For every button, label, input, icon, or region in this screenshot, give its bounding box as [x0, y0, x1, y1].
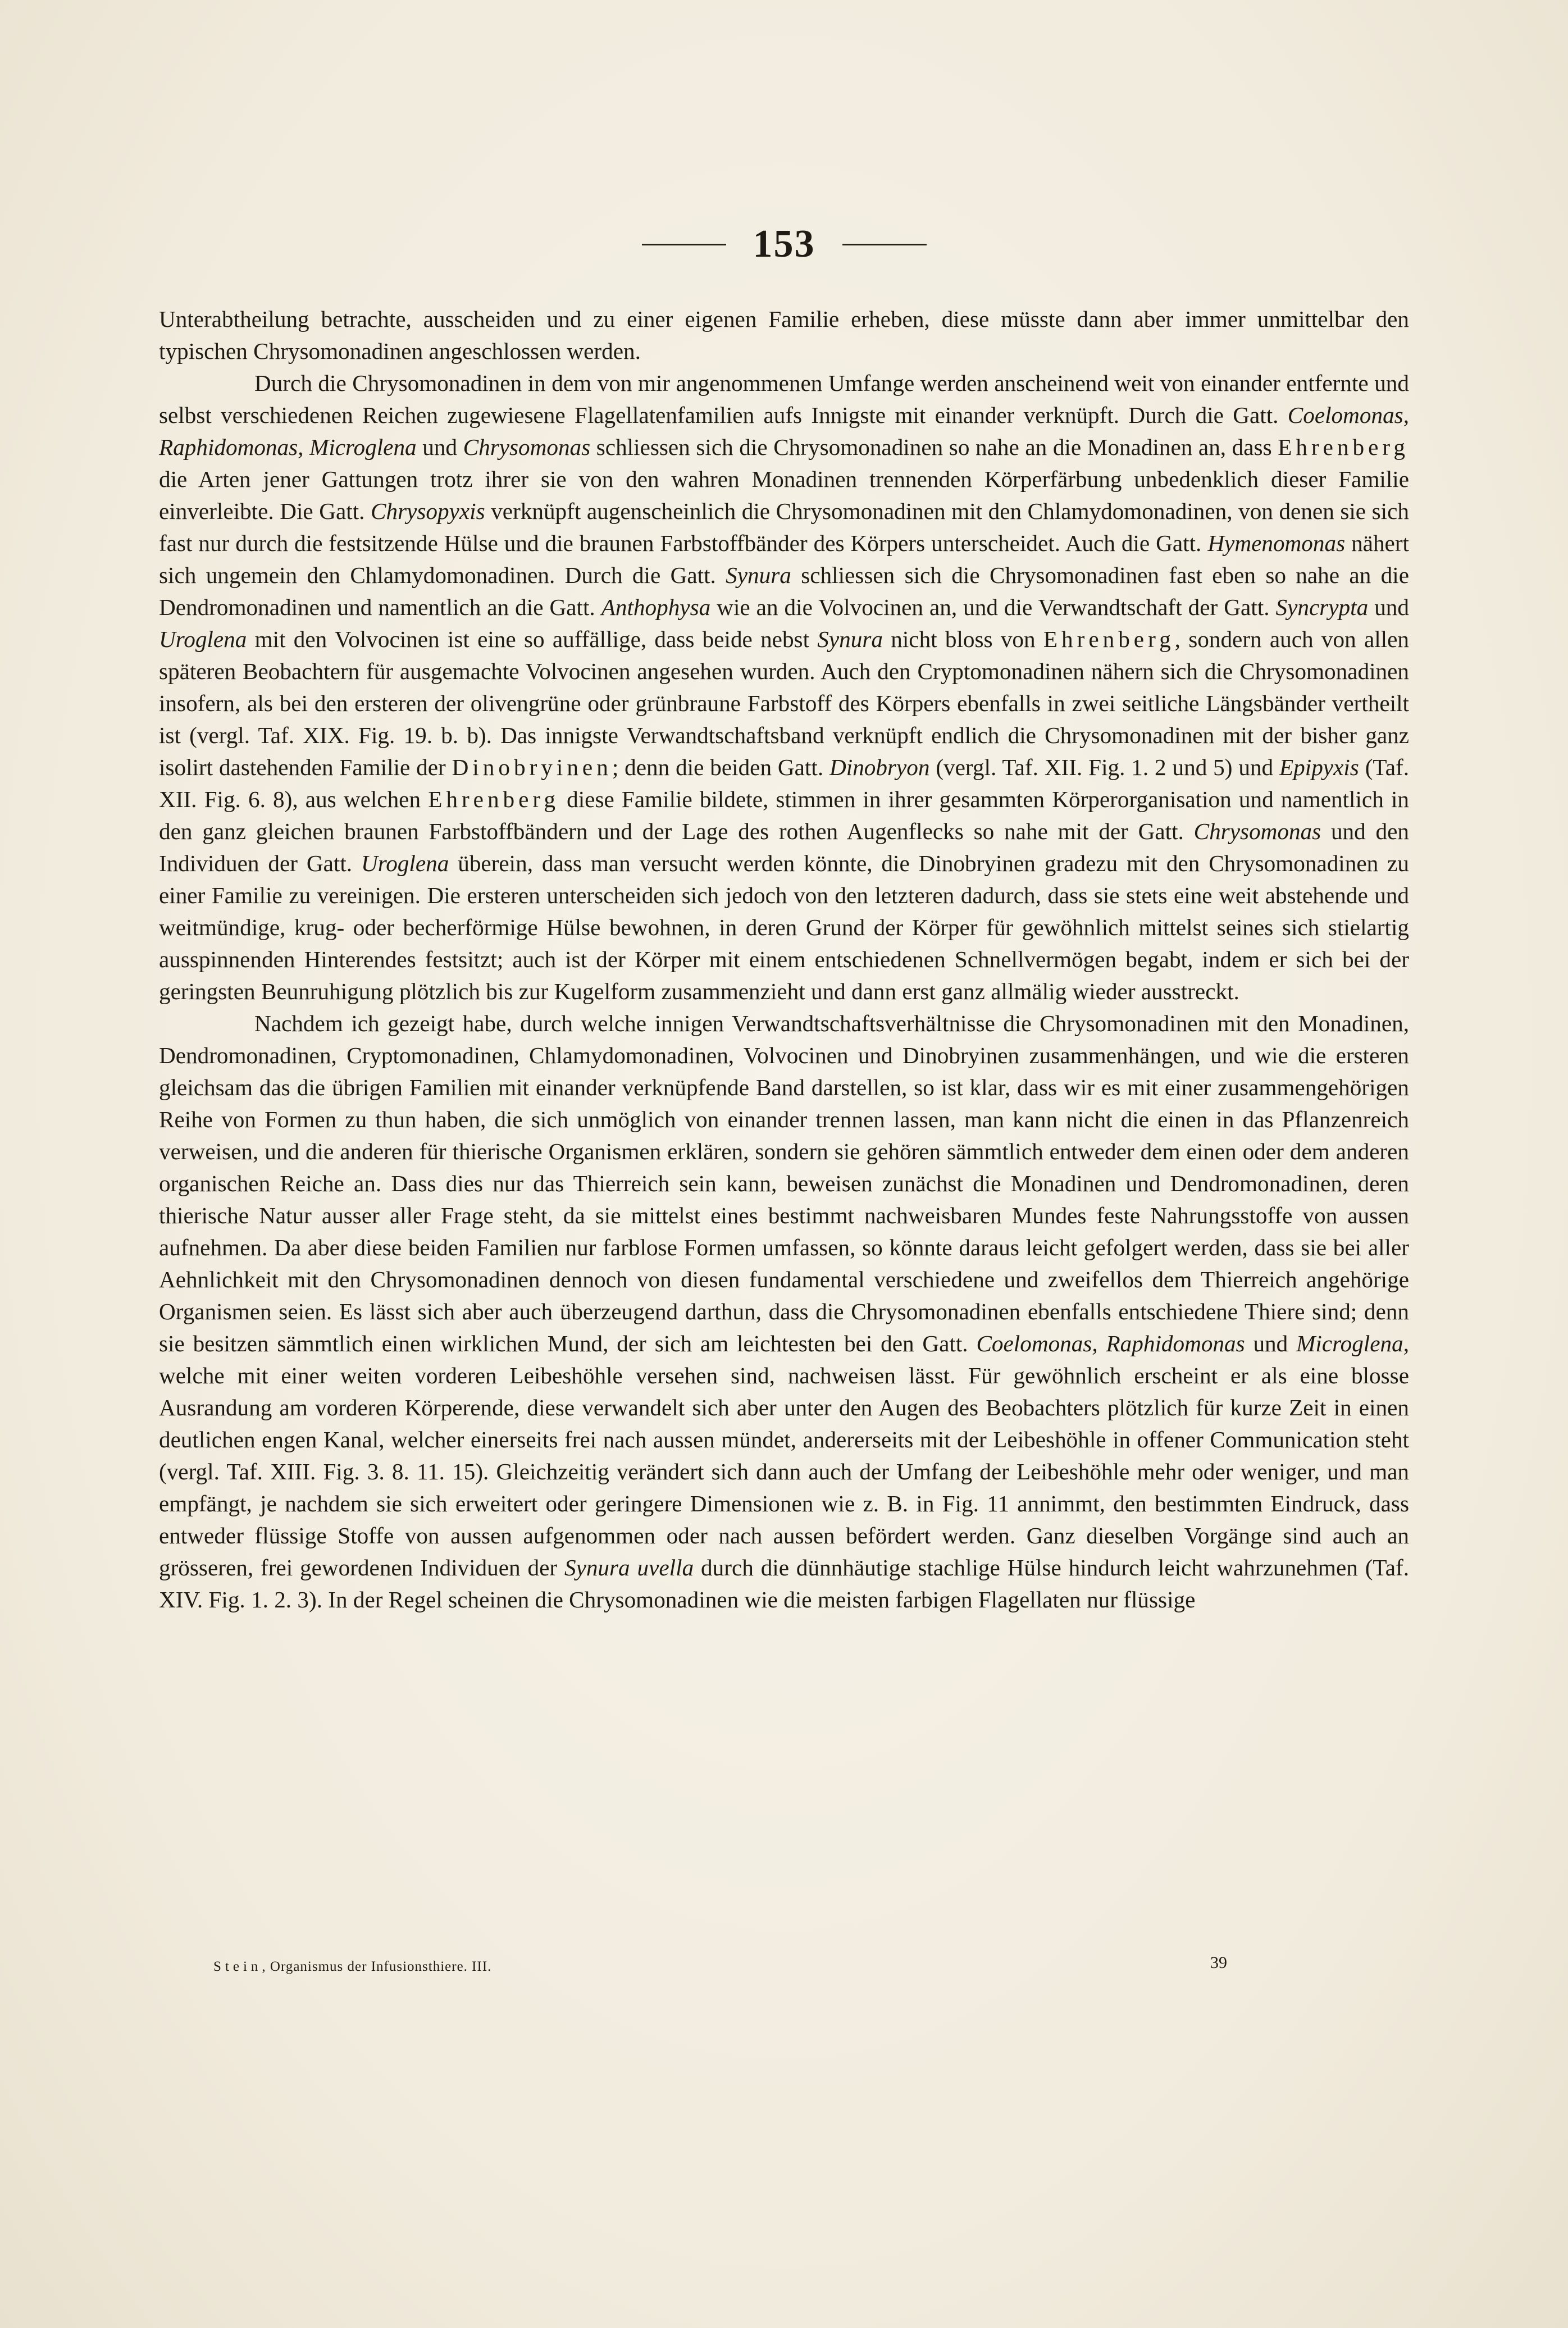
- page-number: 153: [753, 222, 815, 266]
- text-run: und den Individuen der Gatt.: [159, 818, 1409, 876]
- paragraph: [159, 303, 1409, 367]
- taxon-name: Microglena: [1296, 1331, 1403, 1356]
- text-run: diese Familie bildete, stimmen in ihrer gesammten Körperorganisation und namentlich in den ganz gleichen braunen Farbstoffbändern und der Lage des rothen Augenflecks so nahe mit der Gatt.: [159, 786, 1409, 844]
- taxon-name: Hymenomonas: [1207, 530, 1346, 556]
- text-run: Durch die Chrysomonadinen in dem von mir angenommenen Umfange werden anscheinend weit von einander entfernte und selbst verschiedenen Reichen zugewiesene Flagellatenfamilien aufs Innigste mit einander verknüpft. Durch die Gatt.: [159, 370, 1409, 428]
- body-text: [159, 303, 1409, 1616]
- text-run: verknüpft augenscheinlich die Chrysomonadinen mit den Chlamydomonadinen, von denen sie sich fast nur durch die festsitzende Hülse und die braunen Farbstoffbänder des Körpers unterscheidet. Auch die Gatt.: [159, 498, 1409, 556]
- paragraph: [159, 367, 1409, 1008]
- text-run: und: [416, 434, 463, 460]
- text-run: Nachdem ich gezeigt habe, durch welche innigen Verwandtschaftsverhältnisse die Chrysomonadinen mit den Monadinen, Dendromonadinen, Cryptomonadinen, Chlamydomonadinen, Volvocinen und Dinobryinen zusammenhängen, und wie die ersteren gleichsam das die übrigen Familien mit einander verknüpfende Band darstellen, so ist klar, dass wir es mit einer zusammengehörigen Reihe von Formen zu thun haben, die sich unmöglich von einander trennen lassen, man kann nicht die einen in das Pflanzenreich verweisen, und die anderen für thierische Organismen erklären, sondern sie gehören sämmtlich entweder dem einen oder dem anderen organischen Reiche an. Dass dies nur das Thierreich sein kann, beweisen zunächst die Monadinen und Dendromonadinen, deren thierische Natur ausser aller Frage steht, da sie mittelst eines bestimmt nachweisbaren Mundes feste Nahrungsstoffe von aussen aufnehmen. Da aber diese beiden Familien nur farblose Formen umfassen, so könnte daraus leicht gefolgert werden, dass sie bei aller Aehnlichkeit mit den Chrysomonadinen dennoch von diesen fundamental verschiedene und zweifellos dem Thierreich angehörige Organismen seien. Es lässt sich aber auch überzeugend darthun, dass die Chrysomonadinen ebenfalls entschiedene Thiere sind; denn sie besitzen sämmtlich einen wirklichen Mund, der sich am leichtesten bei den Gatt.: [159, 1010, 1409, 1356]
- text-run: und: [1245, 1331, 1297, 1356]
- taxon-name: Uroglena: [361, 850, 449, 876]
- text-run: (Taf. XII. Fig. 6. 8), aus welchen: [159, 754, 1409, 812]
- footer-author: Stein: [213, 1959, 262, 1974]
- text-run: nähert sich ungemein den Chlamydomonadinen. Durch die Gatt.: [159, 530, 1409, 588]
- taxon-name: Syncrypta: [1275, 594, 1369, 620]
- text-run: wie an die Volvocinen an, und die Verwandtschaft der Gatt.: [710, 594, 1276, 620]
- text-run: , welche mit einer weiten vorderen Leibeshöhle versehen sind, nachweisen lässt. Für gewöhnlich erscheint er als eine blosse Ausrandung am vorderen Körperende, diese verwandelt sich aber unter den Augen des Beobachters plötzlich für kurze Zeit in einen deutlichen engen Kanal, welcher einerseits frei nach aussen mündet, andererseits mit der Leibeshöhle in offener Communication steht (vergl. Taf. XIII. Fig. 3. 8. 11. 15). Gleichzeitig verändert sich dann auch der Umfang der Leibeshöhle mehr oder weniger, und man empfängt, je nachdem sie sich erweitert oder geringere Dimensionen wie z. B. in Fig. 11 annimmt, den bestimmten Eindruck, dass entweder flüssige Stoffe von aussen aufgenommen oder nach aussen befördert werden. Ganz dieselben Vorgänge sind auch an grösseren, frei gewordenen Individuen der: [159, 1331, 1409, 1580]
- text-run: ; denn die beiden Gatt.: [612, 754, 829, 780]
- text-run: die Arten jener Gattungen trotz ihrer sie von den wahren Monadinen trennenden Körperfärbung unbedenklich dieser Familie einverleibte. Die Gatt.: [159, 466, 1409, 524]
- text-run: nicht bloss von: [882, 626, 1043, 652]
- text-run: schliessen sich die Chrysomonadinen fast eben so nahe an die Dendromonadinen und namentlich an die Gatt.: [159, 562, 1409, 620]
- taxon-name: Coelomonas, Raphidomonas, Microglena: [159, 402, 1409, 460]
- taxon-name: Dinobryon: [829, 754, 930, 780]
- text-run: schliessen sich die Chrysomonadinen so nahe an die Monadinen an, dass: [590, 434, 1278, 460]
- taxon-name: Chrysopyxis: [371, 498, 485, 524]
- header-rule-left: [642, 244, 726, 245]
- paragraph: [159, 1008, 1409, 1616]
- text-run: überein, dass man versucht werden könnte, die Dinobryinen gradezu mit den Chrysomonadinen zu einer Familie zu vereinigen. Die ersteren unterscheiden sich jedoch von den letzteren dadurch, dass sie stets eine weit abstehende und weitmündige, krug- oder becherförmige Hülse bewohnen, in deren Grund der Körper für gewöhnlich mittelst seines sich stielartig ausspinnenden Hinterendes festsitzt; auch ist der Körper mit einem entschiedenen Schnellvermögen begabt, indem er sich bei der geringsten Beunruhigung plötzlich bis zur Kugelform zusammenzieht und dann erst ganz allmälig wieder ausstreckt.: [159, 850, 1409, 1004]
- taxon-name: Synura: [817, 626, 883, 652]
- taxon-name: Synura: [726, 562, 791, 588]
- taxon-name: Chrysomonas: [1193, 818, 1321, 844]
- footer-citation: [213, 1959, 1241, 1975]
- header-rule-right: [842, 244, 927, 245]
- taxon-name: Uroglena: [159, 626, 247, 652]
- footer-title: , Organismus der Infusionsthiere. III.: [262, 1959, 492, 1974]
- taxon-name: Chrysomonas: [463, 434, 591, 460]
- author-name: Dinobryinen: [452, 754, 612, 780]
- sheet-signature: 39: [1210, 1953, 1227, 1972]
- taxon-name: Anthophysa: [601, 594, 711, 620]
- page-header: [0, 222, 1568, 267]
- text-run: Unterabtheilung betrachte, ausscheiden und zu einer eigenen Familie erheben, diese müsste dann aber immer unmittelbar den typischen Chrysomonadinen angeschlossen werden.: [159, 306, 1409, 364]
- taxon-name: Epipyxis: [1279, 754, 1359, 780]
- text-run: , sondern auch von allen späteren Beobachtern für ausgemachte Volvocinen angesehen wurden. Auch den Cryptomonadinen nähern sich die Chrysomonadinen insofern, als bei den ersteren der olivengrüne oder grünbraune Farbstoff des Körpers ebenfalls in zwei seitliche Längsbänder vertheilt ist (vergl. Taf. XIX. Fig. 19. b. b). Das innigste Verwandtschaftsband verknüpft endlich die Chrysomonadinen mit der bisher ganz isolirt dastehenden Familie der: [159, 626, 1409, 780]
- text-run: (vergl. Taf. XII. Fig. 1. 2 und 5) und: [929, 754, 1279, 780]
- text-run: durch die dünnhäutige stachlige Hülse hindurch leicht wahrzunehmen (Taf. XIV. Fig. 1. 2. 3). In der Regel scheinen die Chrysomonadinen wie die meisten farbigen Flagellaten nur flüssige: [159, 1555, 1409, 1612]
- author-name: Ehrenberg: [428, 786, 559, 812]
- text-run: und: [1368, 594, 1409, 620]
- author-name: Ehrenberg: [1278, 434, 1409, 460]
- text-run: mit den Volvocinen ist eine so auffällige, dass beide nebst: [247, 626, 818, 652]
- author-name: Ehrenberg: [1043, 626, 1175, 652]
- taxon-name: Synura uvella: [564, 1555, 694, 1580]
- taxon-name: Coelomonas, Raphidomonas: [976, 1331, 1245, 1356]
